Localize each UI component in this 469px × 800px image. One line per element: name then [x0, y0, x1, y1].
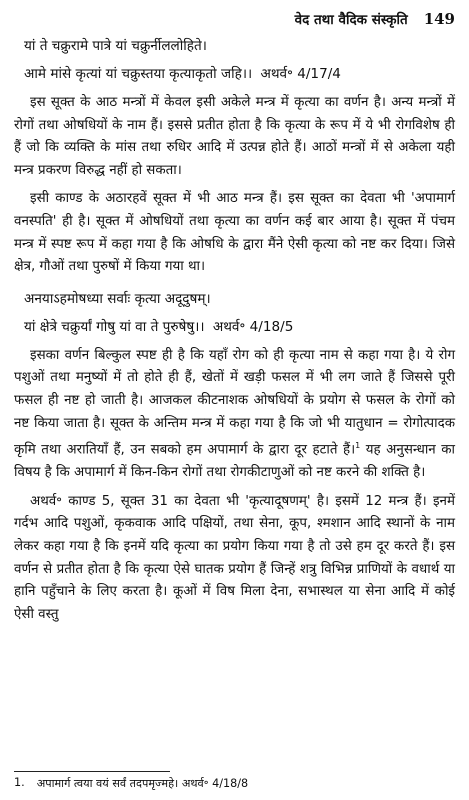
- footnote-number: 1.: [14, 776, 25, 789]
- paragraph-3-text-b: यह अनुसन्धान का विषय है कि अपामार्ग में किन-किन रोगों तथा रोगकीटाणुओं को नष्ट करने की शक्ति है।: [14, 442, 455, 481]
- verse-line: [24, 313, 455, 341]
- verse-text: आमे मांसे कृत्यां यां चक्रुस्तया कृत्याकृतो जहि।।: [24, 66, 253, 82]
- page-body: [14, 32, 455, 626]
- paragraph-2: इसी काण्ड के अठारहवें सूक्त में भी आठ मन्त्र हैं। इस सूक्त का देवता भी 'अपामार्ग वनस्पति' ही है। सूक्त में ओषधियों तथा कृत्या का वर्णन कई बार आया है। सूक्त में पंचम मन्त्र में स्पष्ट रूप में कहा गया है कि ओषधि के द्वारा मैंने ऐसी कृत्या को नष्ट कर दिया। जिसे क्षेत्र, गौओं तथा पुरुषों में किया गया था।: [14, 191, 455, 275]
- paragraph-3: [14, 345, 455, 485]
- footnote: [14, 776, 248, 791]
- footnote-marker: 1: [355, 441, 361, 451]
- running-header: [14, 10, 455, 32]
- footnote-divider: [14, 771, 170, 772]
- verse-line: अनयाऽहमोषध्या सर्वाः कृत्या अदूदुषम्।: [24, 290, 211, 307]
- verse-reference: अथर्व॰ 4/18/5: [212, 318, 294, 335]
- verse-text: यां क्षेत्रे चक्रुर्यां गोषु यां वा ते पुरुषेषु।।: [24, 318, 205, 335]
- paragraph-4: अथर्व॰ काण्ड 5, सूक्त 31 का देवता भी 'कृत्यादूषणम्' है। इसमें 12 मन्त्र हैं। इनमें गर्दभ आदि पशुओं, कृकवाक आदि पक्षियों, तथा सेना, कूप, श्मशान आदि स्थानों के नाम लेकर कहा गया है कि इनमें यदि कृत्या का प्रयोग किया गया है तो उसे हम दूर करते हैं। इस वर्णन से प्रतीत होता है कि कृत्या ऐसे घातक प्रयोग हैं जिन्हें शत्रु विभिन्न प्राणियों के वधार्थ या हानि पहुँचाने के लिए करता है। कूओं में विष मिला देना, सभास्थल या सेना आदि में कोई ऐसी वस्तु: [14, 493, 455, 622]
- verse-line: यां ते चक्रुरामे पात्रे यां चक्रुर्नीललोहिते।: [24, 38, 207, 54]
- footnote-text: अपामार्ग त्वया वयं सर्वं तदपमृज्महे। अथर्व॰ 4/18/8: [36, 777, 249, 790]
- paragraph-1: इस सूक्त के आठ मन्त्रों में केवल इसी अकेले मन्त्र में कृत्या का वर्णन है। अन्य मन्त्रों में रोगों तथा ओषधियों के नाम हैं। इससे प्रतीत होता है कि कृत्या के रूप में ये भी रोगविशेष ही हैं जो कि व्यक्ति के मांस तथा रुधिर आदि में उत्पन्न होते हैं। आठों मन्त्रों में से अकेला यही मन्त्र प्रकरण विरुद्ध नहीं हो सकता।: [14, 95, 455, 178]
- page-number: 149: [423, 10, 455, 28]
- sanskrit-verse-2: [24, 285, 455, 341]
- verse-reference: अथर्व॰ 4/17/4: [260, 66, 341, 82]
- sanskrit-verse-1: [24, 32, 455, 88]
- verse-line: [24, 60, 455, 88]
- header-title: वेद तथा वैदिक संस्कृति: [294, 12, 408, 28]
- paragraph-3-text-a: इसका वर्णन बिल्कुल स्पष्ट ही है कि यहाँ रोग को ही कृत्या नाम से कहा गया है। ये रोग पशुओं तथा मनुष्यों में तो होते ही हैं, खेतों में खड़ी फसल में भी लग जाते हैं जिससे पूरी फसल ही नष्ट हो जाती है। आजकल कीटनाशक ओषधियों के प्रयोग से फसल के रोगों को नष्ट किया जाता है। सूक्त के अन्तिम मन्त्र में कहा गया है कि जो भी यातुधान = रोगोत्पादक कृमि तथा अरातियाँ हैं, उन सबको हम अपामार्ग के द्वारा दूर हटाते हैं।: [14, 347, 455, 458]
